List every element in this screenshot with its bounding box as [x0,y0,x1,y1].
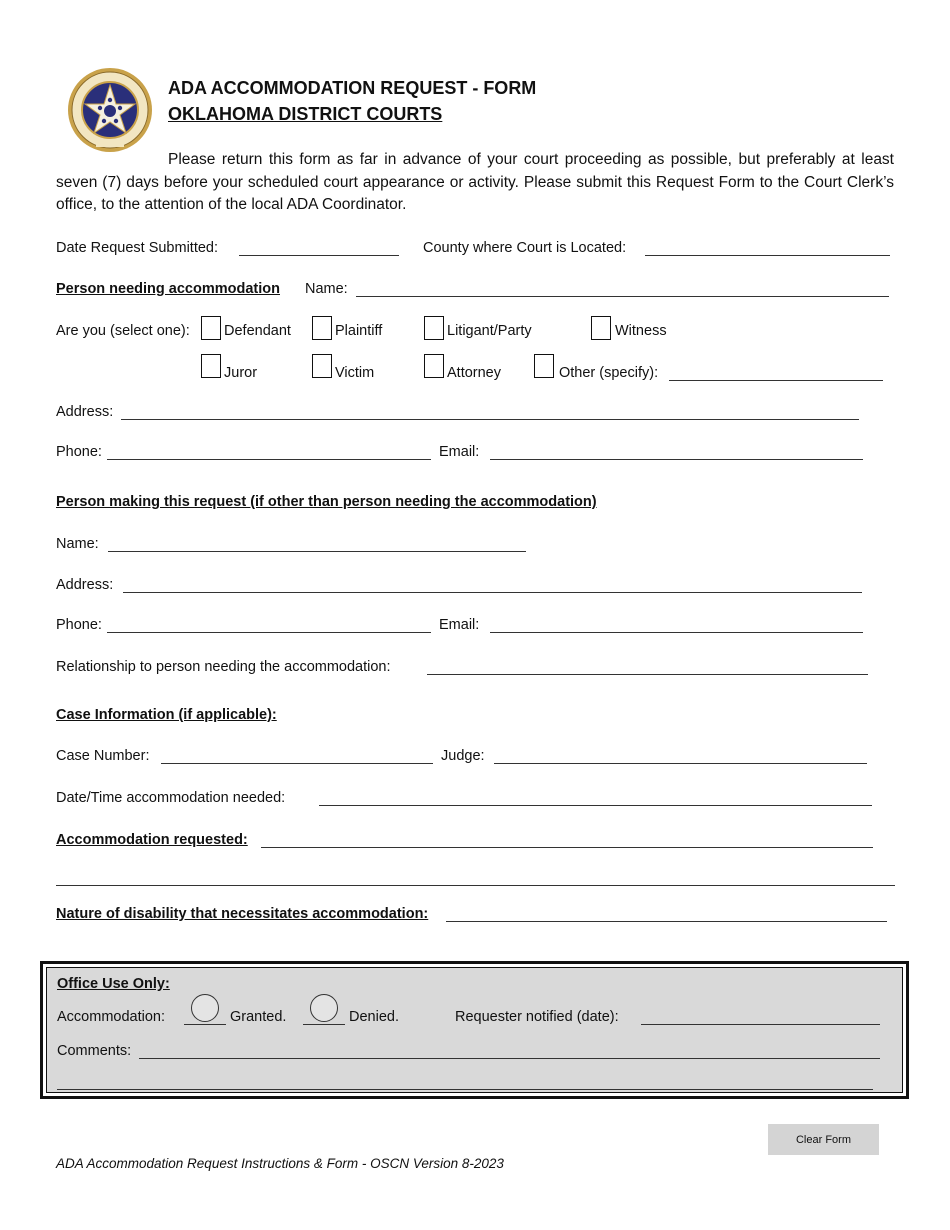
granted-blank [184,1024,226,1025]
accommodation-decision-label: Accommodation: [57,1009,165,1025]
person-needing-email-label: Email: [439,444,480,460]
case-number-field[interactable] [161,763,433,764]
relationship-label: Relationship to person needing the accommodation: [56,659,391,675]
person-needing-heading: Person needing accommodation [56,281,280,297]
requester-phone-field[interactable] [107,632,431,633]
granted-label: Granted. [230,1009,287,1025]
accommodation-requested-label: Accommodation requested: [56,832,248,848]
checkbox-plaintiff[interactable] [312,316,332,340]
person-requesting-heading: Person making this request (if other than person needing the accommodation) [56,494,597,510]
person-needing-phone-label: Phone: [56,444,102,460]
form-subtitle: OKLAHOMA DISTRICT COURTS [168,104,443,124]
option-label-witness: Witness [615,323,667,339]
option-label-litigant-party: Litigant/Party [447,323,532,339]
disability-nature-label: Nature of disability that necessitates accommodation: [56,906,429,922]
requester-name-label: Name: [56,536,99,552]
checkbox-victim[interactable] [312,354,332,378]
requester-email-label: Email: [439,617,480,633]
requester-email-field[interactable] [490,632,863,633]
checkbox-defendant[interactable] [201,316,221,340]
radio-denied[interactable] [310,994,338,1022]
judge-label: Judge: [441,748,485,764]
accommodation-requested-field-line2[interactable] [56,885,895,886]
comments-label: Comments: [57,1043,132,1059]
option-label-defendant: Defendant [224,323,291,339]
role-select-label: Are you (select one): [56,323,190,339]
person-needing-address-field[interactable] [121,419,859,420]
checkbox-juror[interactable] [201,354,221,378]
option-label-plaintiff: Plaintiff [335,323,383,339]
accommodation-requested-field[interactable] [261,847,873,848]
person-needing-phone-field[interactable] [107,459,431,460]
clear-form-button[interactable]: Clear Form [768,1124,879,1155]
form-title: ADA ACCOMMODATION REQUEST - FORM [168,78,537,98]
disability-nature-field[interactable] [446,921,887,922]
person-needing-address-label: Address: [56,404,114,420]
person-needing-name-field[interactable] [356,296,889,297]
county-field[interactable] [645,255,890,256]
requester-address-field[interactable] [123,592,862,593]
option-label-other: Other (specify): [559,365,659,381]
requester-phone-label: Phone: [56,617,102,633]
office-use-heading: Office Use Only: [57,976,170,992]
oklahoma-state-seal-icon [66,67,154,153]
denied-label: Denied. [349,1009,399,1025]
option-label-victim: Victim [335,365,375,381]
checkbox-other[interactable] [534,354,554,378]
requester-name-field[interactable] [108,551,526,552]
date-submitted-label: Date Request Submitted: [56,240,219,256]
datetime-needed-label: Date/Time accommodation needed: [56,790,286,806]
office-use-box [40,961,909,1099]
other-specify-field[interactable] [669,380,883,381]
requester-notified-field[interactable] [641,1024,880,1025]
person-needing-email-field[interactable] [490,459,863,460]
case-number-label: Case Number: [56,748,150,764]
intro-paragraph: Please return this form as far in advance of your court proceeding as possible, but preferably at least seven (7) days before your scheduled court appearance or activity. Please submit this Request Form to the Court Clerk’s office, to the attention of the local ADA Coordinator. [56,151,894,213]
requester-notified-label: Requester notified (date): [455,1009,619,1025]
relationship-field[interactable] [427,674,868,675]
judge-field[interactable] [494,763,867,764]
checkbox-attorney[interactable] [424,354,444,378]
requester-address-label: Address: [56,577,114,593]
county-label: County where Court is Located: [423,240,627,256]
comments-field[interactable] [139,1058,880,1059]
radio-granted[interactable] [191,994,219,1022]
option-label-attorney: Attorney [447,365,501,381]
footer-version-text: ADA Accommodation Request Instructions & Form - OSCN Version 8-2023 [56,1156,504,1171]
checkbox-witness[interactable] [591,316,611,340]
datetime-needed-field[interactable] [319,805,872,806]
comments-field-line2[interactable] [57,1089,873,1090]
option-label-juror: Juror [224,365,258,381]
denied-blank [303,1024,345,1025]
case-info-heading: Case Information (if applicable): [56,707,277,723]
checkbox-litigant-party[interactable] [424,316,444,340]
office-use-panel [46,967,903,1093]
person-needing-name-label: Name: [305,281,348,297]
date-submitted-field[interactable] [239,255,399,256]
